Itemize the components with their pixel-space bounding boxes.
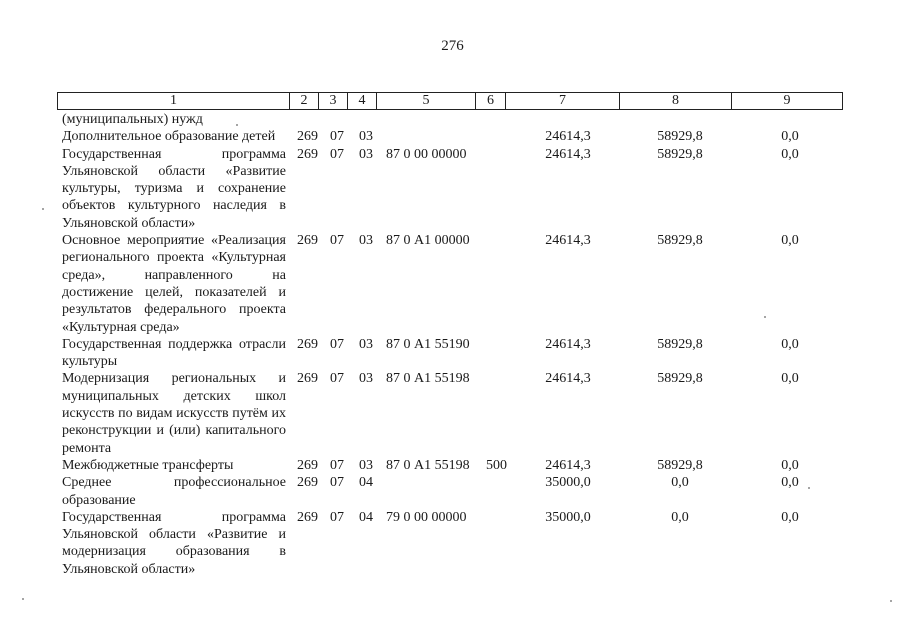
cell-col-3: 07 [330,233,344,249]
cell-col-4: 03 [359,457,373,473]
cell-col-3: 07 [330,336,344,352]
row-name: Государственная программа Ульяновской области «Развитие и модернизация образования в Ульяновской области» [62,509,286,577]
scan-speck [22,598,24,600]
row-name: Среднее профессиональное образование [62,475,286,508]
cell-col-2: 269 [297,336,318,352]
header-col-7: 7 [506,93,620,109]
cell-col-3: 07 [330,457,344,473]
cell-col-4: 03 [359,336,373,352]
cell-col-7: 24614,3 [545,336,591,352]
cell-col-7: 35000,0 [545,475,591,491]
cell-col-5: 87 0 А1 00000 [386,233,470,249]
cell-col-5: 87 0 А1 55198 [386,371,470,387]
cell-col-2: 269 [297,371,318,387]
row-name: Межбюджетные трансферты [62,457,234,473]
cell-col-9: 0,0 [781,233,799,249]
table-row [0,128,905,145]
cell-col-3: 07 [330,146,344,162]
cell-col-7: 24614,3 [545,233,591,249]
cell-col-4: 03 [359,129,373,145]
table-row [0,336,905,371]
cell-col-3: 07 [330,475,344,491]
cell-col-9: 0,0 [781,457,799,473]
table-row [0,457,905,474]
cell-col-3: 07 [330,129,344,145]
header-col-2: 2 [290,93,319,109]
cell-col-8: 58929,8 [657,371,703,387]
cell-col-9: 0,0 [781,146,799,162]
row-name: Дополнительное образование детей [62,129,276,145]
scan-speck [808,487,810,489]
row-name: Государственная поддержка отрасли культуры [62,336,286,370]
cell-col-8: 58929,8 [657,129,703,145]
cell-col-9: 0,0 [781,371,799,387]
cell-col-9: 0,0 [781,336,799,352]
table-row [0,474,905,509]
cell-col-8: 0,0 [671,509,689,525]
cell-col-4: 04 [359,475,373,491]
scan-speck [890,600,892,602]
cell-col-5: 87 0 А1 55198 [386,457,470,473]
cell-col-7: 24614,3 [545,146,591,162]
cell-col-3: 07 [330,371,344,387]
cell-col-2: 269 [297,233,318,249]
cell-col-4: 03 [359,371,373,387]
page-number: 276 [441,38,464,54]
cell-col-4: 04 [359,509,373,525]
header-col-6: 6 [476,93,506,109]
table-header [57,92,843,110]
cell-col-2: 269 [297,509,318,525]
cell-col-9: 0,0 [781,475,799,491]
header-col-1: 1 [58,93,290,109]
table-row [0,232,905,336]
cell-col-7: 35000,0 [545,509,591,525]
cell-col-2: 269 [297,457,318,473]
row-name: Модернизация региональных и муниципальных детских школ искусств по видам искусств путём их реконструкции и (или) капитального ремонта [62,371,286,456]
scan-speck [236,124,238,126]
header-col-8: 8 [620,93,732,109]
scan-speck [764,316,766,318]
cell-col-9: 0,0 [781,509,799,525]
cell-col-8: 0,0 [671,475,689,491]
cell-col-7: 24614,3 [545,371,591,387]
cell-col-4: 03 [359,146,373,162]
cell-col-8: 58929,8 [657,233,703,249]
cell-col-7: 24614,3 [545,129,591,145]
cell-col-5: 87 0 А1 55190 [386,336,470,352]
row-name: (муниципальных) нужд [62,112,203,127]
row-name: Государственная программа Ульяновской области «Развитие культуры, туризма и сохранение объектов культурного наследия в Ульяновской области» [62,146,286,231]
cell-col-6: 500 [486,457,507,473]
table-row [0,509,905,578]
table-row [0,146,905,232]
cell-col-8: 58929,8 [657,457,703,473]
cell-col-4: 03 [359,233,373,249]
cell-col-7: 24614,3 [545,457,591,473]
cell-col-8: 58929,8 [657,336,703,352]
cell-col-8: 58929,8 [657,146,703,162]
cell-col-5: 79 0 00 00000 [386,509,467,525]
cell-col-2: 269 [297,146,318,162]
cell-col-9: 0,0 [781,129,799,145]
cell-col-3: 07 [330,509,344,525]
table-row [0,370,905,456]
cell-col-2: 269 [297,475,318,491]
cell-col-5: 87 0 00 00000 [386,146,467,162]
header-col-9: 9 [783,93,791,108]
header-col-4: 4 [348,93,377,109]
table-row [0,111,905,128]
cell-col-2: 269 [297,129,318,145]
scan-speck [42,208,44,210]
table-body [0,111,905,578]
header-col-5: 5 [377,93,476,109]
header-col-3: 3 [319,93,348,109]
row-name: Основное мероприятие «Реализация регионального проекта «Культурная среда», направленного на достижение целей, показателей и результатов федерального проекта «Культурная среда» [62,233,286,335]
